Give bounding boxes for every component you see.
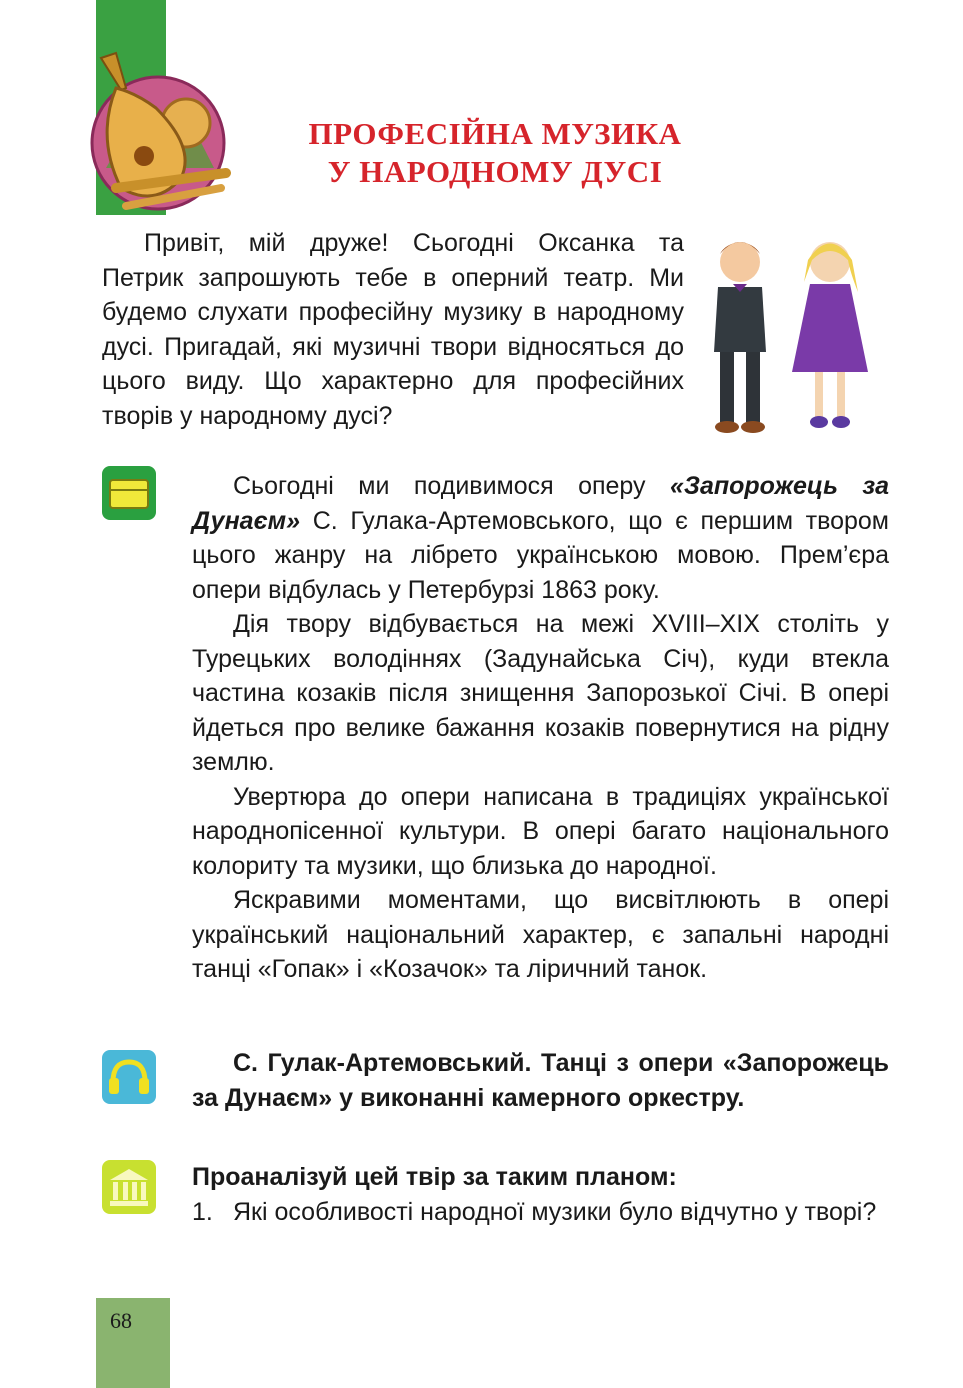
- analyze-task: [192, 1160, 889, 1229]
- page-number-box: [96, 1298, 170, 1388]
- page-title: [240, 115, 750, 191]
- opera-title: «Запорожець за Дунаєм»: [192, 472, 889, 535]
- list-number: 1.: [192, 1197, 213, 1226]
- intro-paragraph: [102, 226, 684, 433]
- opera-paragraph-4: Яскравими моментами, що висвітлюють в опері український національний характер, є запальні народні танці «Гопак» і «Козачок» та ліричний танок.: [192, 886, 889, 983]
- title-line-2: У НАРОДНОМУ ДУСІ: [327, 154, 663, 189]
- title-line-1: ПРОФЕСІЙНА МУЗИКА: [308, 116, 682, 151]
- opera-paragraph-1: [192, 469, 889, 607]
- listen-task: [192, 1046, 889, 1115]
- list-text: Які особливості народної музики було відчутно у творі?: [233, 1197, 877, 1226]
- opera-paragraph-3: Увертюра до опери написана в традиціях української народнопісенної культури. В опері багато національного колориту та музики, що близька до народної.: [192, 782, 889, 880]
- boy-and-girl-illustration-icon: [700, 222, 875, 442]
- opera-paragraph-2: Дія твору відбувається на межі XVIII–XIX століть у Турецьких володіннях (Задунайська Січ), куди втекла частина козаків після знищення Запорозької Січі. В опері йдеться про велике бажання козаків повернутися на рідну землю.: [192, 610, 889, 776]
- list-item: [192, 1195, 889, 1230]
- chest-icon: [102, 466, 156, 520]
- analyze-heading: Проаналізуй цей твір за таким планом:: [192, 1163, 677, 1191]
- theatre-icon: [102, 1160, 156, 1214]
- opera-description: [192, 469, 889, 987]
- headphones-icon: [102, 1050, 156, 1104]
- p1-start: Сьогодні ми подивимося оперу: [233, 472, 670, 500]
- intro-text: Привіт, мій друже! Сьогодні Оксанка та Петрик запрошують тебе в оперний театр. Ми будемо слухати професійну музику в народному дусі. Пригадай, які музичні твори відносяться до цього виду. Що характерно для професійних творів у народному дусі?: [102, 229, 684, 430]
- listen-text: С. Гулак-Артемовський. Танці з опери «Запорожець за Дунаєм» у виконанні камерного оркестру.: [192, 1049, 889, 1112]
- p1-end: С. Гулака-Артемовського, що є першим твором цього жанру на лібрето українською мовою. Прем’єра опери відбулась у Петербурзі 1863 року.: [192, 506, 889, 604]
- page-number: 68: [110, 1308, 132, 1333]
- bandura-tambourine-emblem-icon: [86, 48, 231, 218]
